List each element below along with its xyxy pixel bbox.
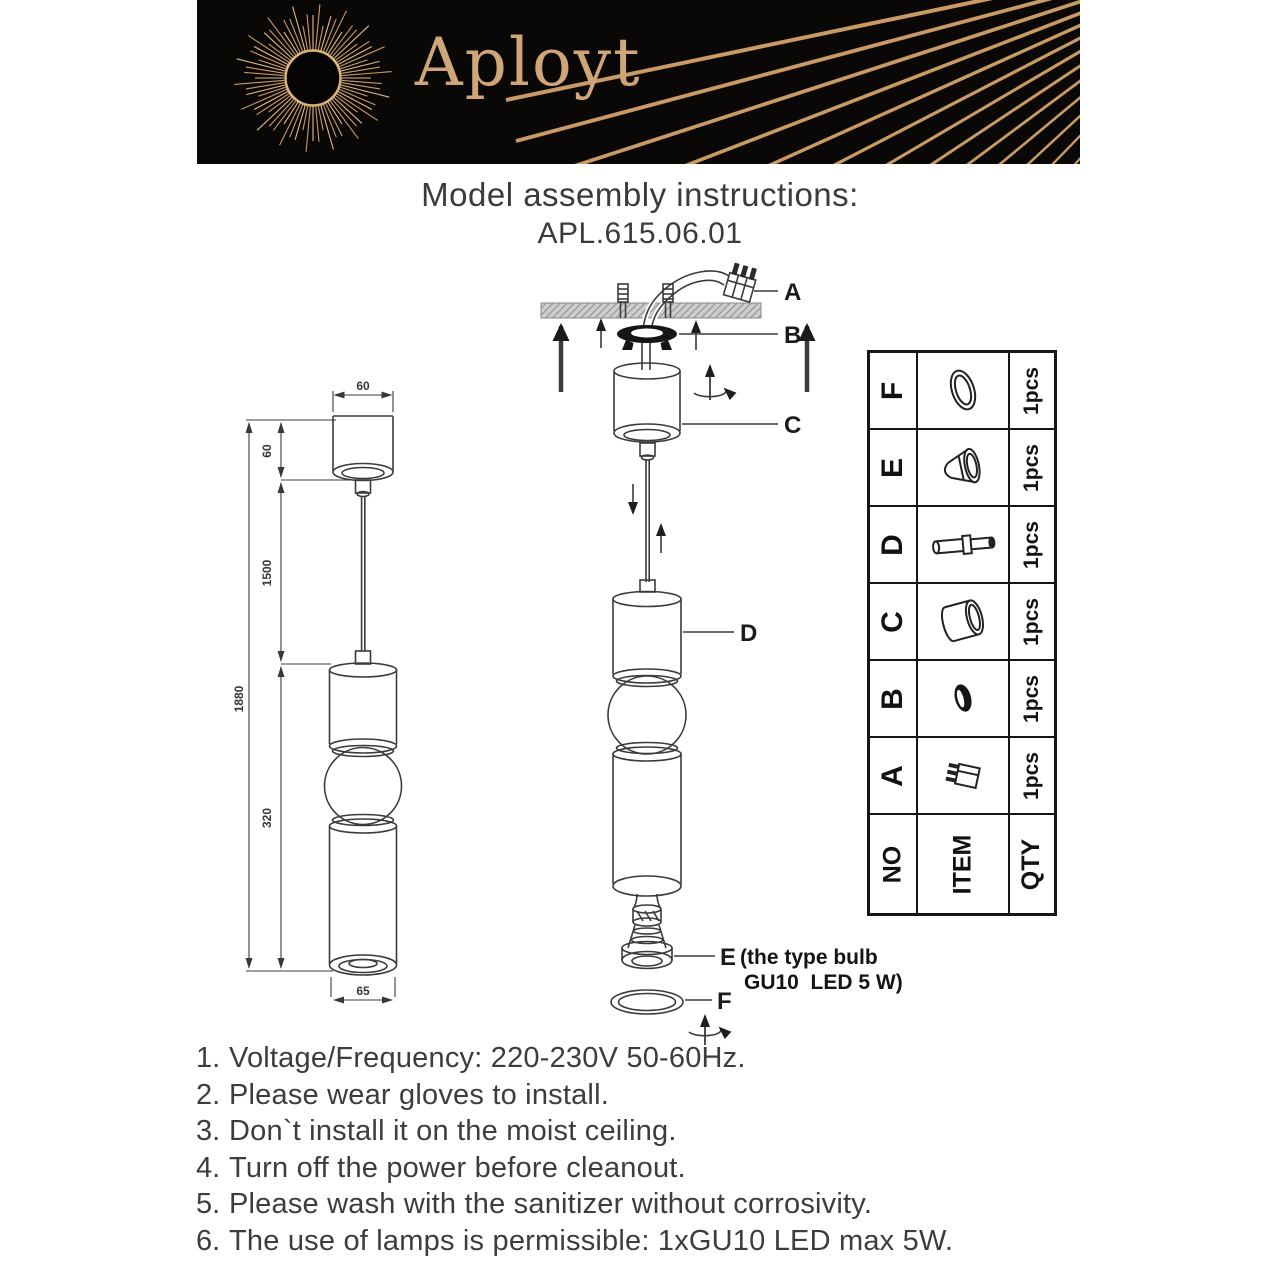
item-number: 3. [196,1115,221,1148]
table-row-e-qty: 1pcs [1009,429,1055,506]
title-block [0,176,1280,251]
lamp-body-outline [325,663,402,975]
page-title: Model assembly instructions: [421,176,859,213]
item-number: 6. [196,1224,221,1257]
table-row-b-no: B [869,660,917,737]
item-text: Turn off the power before cleanout. [229,1151,686,1184]
gu10-bulb-icon [917,429,1009,506]
table-row-a-no: A [869,737,917,814]
decorative-ring-icon [917,352,1009,429]
table-row-c-qty: 1pcs [1009,583,1055,660]
item-number: 1. [196,1042,221,1074]
stem-connector-icon [917,506,1009,583]
table-row-e-no: E [869,429,917,506]
terminal-block [724,262,759,302]
item-number: 5. [196,1188,221,1221]
suspension-cord [633,459,661,592]
item-text: Please wash with the sanitizer without corrosivity. [229,1188,873,1221]
table-header-qty: QTY [1009,814,1055,914]
cord-outline [356,497,371,664]
model-number: APL.615.06.01 [537,217,743,250]
dim-top-width: 60 [356,379,370,393]
list-item [196,1190,1096,1220]
assembly-label-f: F [717,988,732,1015]
dim-canopy-height: 60 [260,444,274,458]
assembly-label-a: A [784,279,802,306]
item-text: Please wear gloves to install. [229,1078,609,1111]
bulb-note-line1: (the type bulb [740,946,878,969]
brand-banner [197,0,1080,164]
assembly-label-d: D [740,620,758,647]
item-text: Voltage/Frequency: 220-230V 50-60Hz. [229,1042,746,1074]
table-row-a-qty: 1pcs [1009,737,1055,814]
mounting-ring-icon [917,660,1009,737]
item-number: 4. [196,1151,221,1184]
sunburst-logo-icon [234,4,391,151]
terminal-block-icon [917,737,1009,814]
table-row-f-qty: 1pcs [1009,352,1055,429]
assembly-diagram [530,250,925,1060]
item-number: 2. [196,1078,221,1111]
leader-lines [674,291,778,1000]
dim-cord-length: 1500 [260,559,274,587]
rotate-arrow-bottom [689,1016,721,1045]
assembly-label-c: C [784,412,802,439]
list-item [196,1078,1096,1111]
list-item [196,1044,1096,1074]
list-item [196,1117,1096,1147]
item-text: The use of lamps is permissible: 1xGU10 LED max 5W. [229,1224,954,1257]
decorative-ring [611,990,683,1014]
dimension-lines [246,391,395,1000]
table-row-f-no: F [869,352,917,429]
item-text: Don`t install it on the moist ceiling. [229,1115,677,1148]
bulb-note-line2: GU10 LED 5 W) [744,971,903,994]
assembly-label-b: B [784,322,802,349]
list-item [196,1224,1096,1257]
list-item [196,1151,1096,1184]
parts-table [867,350,1057,916]
canopy [614,363,680,460]
table-row-c-no: C [869,583,917,660]
table-row-d-qty: 1pcs [1009,506,1055,583]
assembly-label-e: E [720,944,737,971]
table-header-item: ITEM [917,814,1009,914]
brand-wordmark: Aployt [415,24,642,101]
table-row-d-no: D [869,506,917,583]
canopy-outline [333,416,393,497]
instruction-list [196,1044,1096,1263]
dim-bottom-width: 65 [356,984,370,998]
dim-overall-height: 1880 [232,685,246,713]
table-header-no: NO [869,814,917,914]
mounting-ring [617,325,677,350]
rotate-arrow-top [694,366,726,400]
canopy-cylinder-icon [917,583,1009,660]
dim-body-height: 320 [260,807,274,829]
table-row-b-qty: 1pcs [1009,660,1055,737]
lamp-body [608,592,686,897]
socket-and-bulb [622,894,672,969]
supply-wires [642,271,729,370]
dimension-drawing [230,370,465,1015]
